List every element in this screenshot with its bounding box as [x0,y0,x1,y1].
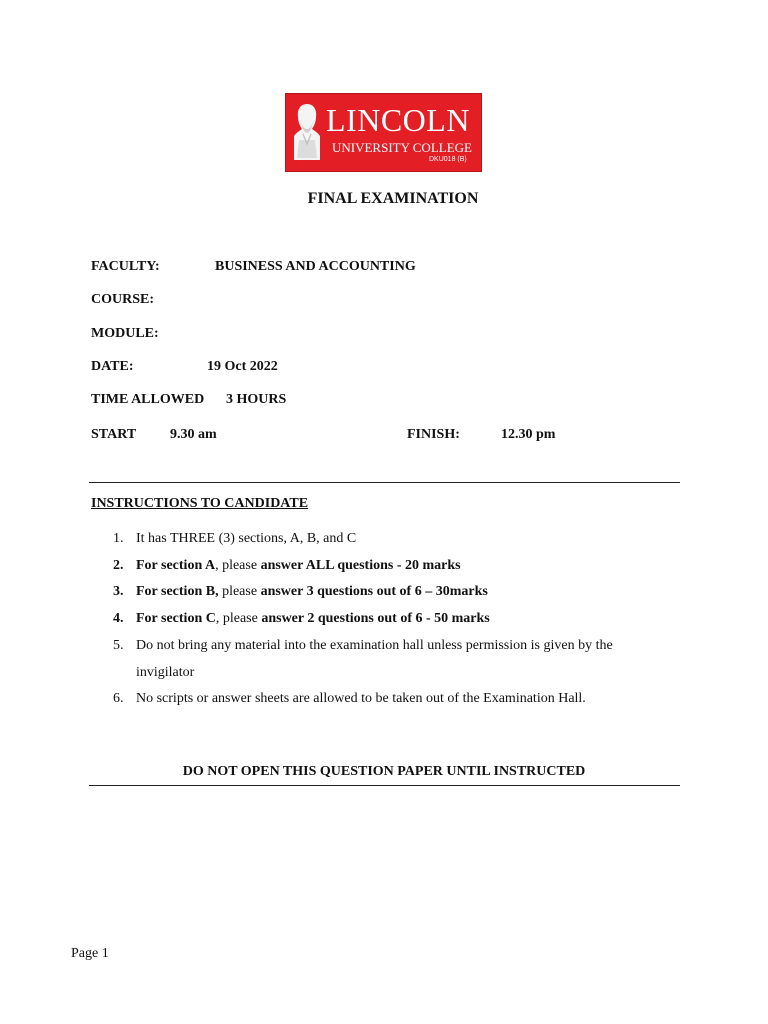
instruction-text [136,583,488,601]
instruction-text [136,557,461,575]
instruction-lead: For section A [136,558,216,573]
time-allowed-value: 3 HOURS [226,392,287,407]
instruction-emphasis: answer 3 questions out of 6 – 30marks [260,584,488,599]
start-value: 9.30 am [170,427,217,442]
instruction-text: It has THREE (3) sections, A, B, and C [136,531,357,546]
notice-text: DO NOT OPEN THIS QUESTION PAPER UNTIL INSTRUCTED [182,764,586,779]
instruction-emphasis: answer 2 questions out of 6 - 50 marks [261,611,490,626]
module-label: MODULE: [91,326,159,341]
instructions-heading: INSTRUCTIONS TO CANDIDATE [91,496,309,511]
bottom-divider [89,785,680,786]
finish-value: 12.30 pm [501,427,556,442]
finish-label: FINISH: [407,427,460,442]
instruction-number: 1. [113,531,124,546]
instruction-mid: , please [215,611,262,626]
instruction-mid: , please [215,558,261,573]
instruction-emphasis: answer ALL questions - 20 marks [260,558,461,573]
logo-subtitle: UNIVERSITY COLLEGE [332,140,472,155]
start-label: START [91,427,137,442]
logo-name: LINCOLN [326,102,470,138]
instruction-number: 4. [113,611,124,626]
logo-code: DKU018 (B) [429,156,467,163]
instruction-number: 3. [113,584,124,599]
instruction-lead: For section B, [136,584,219,599]
instruction-text: No scripts or answer sheets are allowed to be taken out of the Examination Hall. [136,691,586,706]
instruction-lead: For section C [136,611,216,626]
course-label: COURSE: [91,292,155,307]
date-label: DATE: [91,359,134,374]
instruction-number: 2. [113,558,124,573]
page-number: Page 1 [71,946,109,961]
exam-title: FINAL EXAMINATION [307,190,479,207]
date-value: 19 Oct 2022 [207,359,278,374]
university-logo [285,93,482,172]
instruction-text [136,610,490,628]
lincoln-bust-icon [290,100,324,164]
faculty-value: BUSINESS AND ACCOUNTING [215,259,416,274]
faculty-label: FACULTY: [91,259,160,274]
instruction-text-continued: invigilator [136,665,195,680]
time-allowed-label: TIME ALLOWED [91,392,205,407]
instruction-number: 6. [113,691,124,706]
instruction-text: Do not bring any material into the examination hall unless permission is given by the [136,638,613,653]
top-divider [89,482,680,483]
instruction-mid: please [218,584,261,599]
instruction-number: 5. [113,638,124,653]
